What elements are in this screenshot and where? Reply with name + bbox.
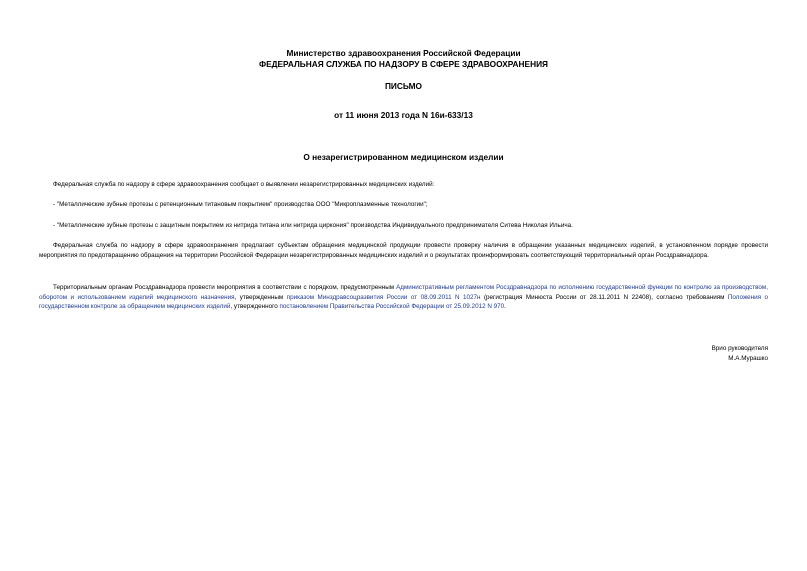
paragraph-3: - "Металлические зубные протезы с защитным покрытием из нитрида титана или нитрида циркония" производства Индивидуального предпринимателя Ситева Николая Ильича. bbox=[53, 222, 573, 229]
document-type: ПИСЬМО bbox=[384, 81, 423, 91]
signature-position: Врио руководителя bbox=[711, 345, 768, 352]
admin-regulation-link[interactable]: Административным регламентом Росздравнадзора по исполнению государственной функции по контролю за производством, оборотом и использованием изделий медицинского назначения bbox=[39, 284, 769, 301]
document-date: от 11 июня 2013 года N 16и-633/13 bbox=[334, 110, 473, 120]
p5-text-2: , утвержденным bbox=[234, 293, 287, 301]
ministry-title: Министерство здравоохранения Российской Федерации bbox=[286, 48, 521, 58]
regulation-link[interactable]: Положения о государственном контроле за обращением медицинских изделий bbox=[39, 293, 769, 310]
paragraph-2: - "Металлические зубные протезы с ретенционным титановым покрытием" производства ООО "Микроплазменные технологии"; bbox=[53, 201, 428, 208]
document-subject: О незарегистрированном медицинском изделии bbox=[303, 152, 504, 162]
paragraph-4: Федеральная служба по надзору в сфере здравоохранения предлагает субъектам обращения медицинской продукции провести проверку наличия в обращении указанных медицинских изделий, в установленном порядке провести мероприятия по предотвращению обращения на территории Российской Федерации незарегистрированных медицинских изделий и о результатах проинформировать соответствующий территориальный орган Росздравнадзора. bbox=[39, 242, 768, 259]
service-title: ФЕДЕРАЛЬНАЯ СЛУЖБА ПО НАДЗОРУ В СФЕРЕ ЗДРАВООХРАНЕНИЯ bbox=[259, 59, 548, 69]
p5-text-3: (регистрация Минюста России от 28.11.2011 N 22408), согласно требованиям bbox=[480, 293, 728, 301]
p5-text-5: . bbox=[504, 303, 506, 310]
signature-name: М.А.Мурашко bbox=[728, 355, 768, 362]
order-link[interactable]: приказом Минздравсоцразвития России от 08.09.2011 N 1027н bbox=[286, 293, 481, 301]
paragraph-5 bbox=[39, 283, 768, 312]
p5-text-4: , утвержденного bbox=[230, 303, 280, 310]
p5-text-1: Территориальным органам Росздравнадзора провести мероприятия в соответствии с порядком, предусмотренным bbox=[53, 284, 397, 291]
paragraph-1: Федеральная служба по надзору в сфере здравоохранения сообщает о выявлении незарегистрированных медицинских изделий: bbox=[53, 181, 435, 188]
government-decree-link[interactable]: постановлением Правительства Российской Федерации от 25.09.2012 N 970 bbox=[279, 303, 505, 310]
